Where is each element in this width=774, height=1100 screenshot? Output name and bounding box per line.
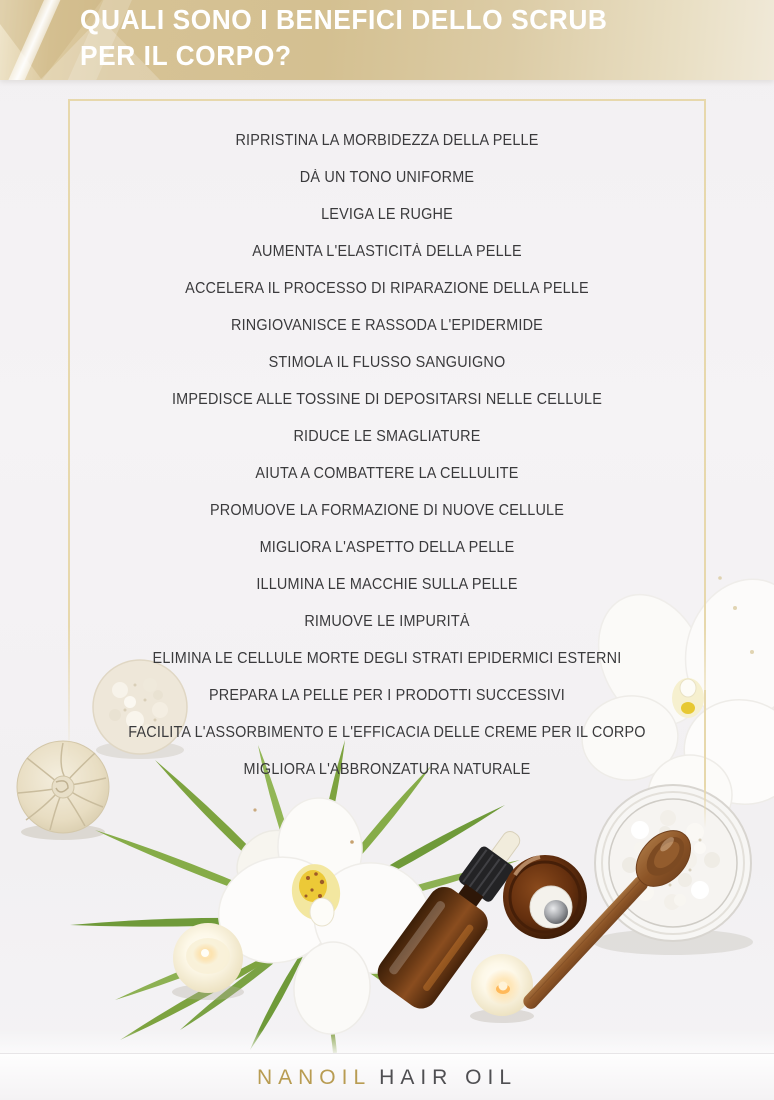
- benefit-item: RIPRISTINA LA MORBIDEZZA DELLA PELLE: [235, 131, 539, 149]
- page-title-line1: QUALI SONO I BENEFICI DELLO SCRUB: [80, 4, 608, 35]
- benefit-item: PREPARA LA PELLE PER I PRODOTTI SUCCESSIVI: [208, 686, 566, 704]
- benefit-item: PROMUOVE LA FORMAZIONE DI NUOVE CELLULE: [209, 501, 565, 519]
- benefit-item: ILLUMINA LE MACCHIE SULLA PELLE: [256, 575, 518, 593]
- brand-logo-hairoil: HAIR OIL: [379, 1065, 518, 1089]
- benefit-item: ELIMINA LE CELLULE MORTE DEGLI STRATI EPIDERMICI ESTERNI: [152, 649, 622, 667]
- benefit-item: RINGIOVANISCE E RASSODA L'EPIDERMIDE: [231, 316, 543, 334]
- benefit-item: RIMUOVE LE IMPURITÀ: [304, 612, 470, 630]
- photo-bottom-fade: [0, 1030, 774, 1053]
- benefit-item: AUMENTA L'ELASTICITÀ DELLA PELLE: [252, 242, 522, 260]
- benefit-item: LEVIGA LE RUGHE: [321, 205, 453, 223]
- brand-logo: [257, 1066, 517, 1090]
- benefit-item: DÀ UN TONO UNIFORME: [299, 168, 475, 186]
- page-title: [80, 2, 607, 74]
- benefit-item: AIUTA A COMBATTERE LA CELLULITE: [255, 464, 519, 482]
- footer-logo-bar: [0, 1053, 774, 1100]
- orchid-flower-left: [205, 795, 440, 1038]
- header-banner: [0, 0, 774, 80]
- benefit-item: RIDUCE LE SMAGLIATURE: [293, 427, 481, 445]
- benefit-item: IMPEDISCE ALLE TOSSINE DI DEPOSITARSI NELLE CELLULE: [171, 390, 603, 408]
- benefit-item: FACILITA L'ASSORBIMENTO E L'EFFICACIA DELLE CREME PER IL CORPO: [128, 723, 646, 741]
- benefit-item: ACCELERA IL PROCESSO DI RIPARAZIONE DELLA PELLE: [185, 279, 589, 297]
- benefit-item: STIMOLA IL FLUSSO SANGUIGNO: [268, 353, 506, 371]
- benefit-item: MIGLIORA L'ASPETTO DELLA PELLE: [259, 538, 515, 556]
- amber-roller-bottle: [503, 855, 587, 939]
- brand-logo-nanoil: NANOIL: [256, 1065, 372, 1089]
- tealight-candle: [172, 923, 244, 1000]
- lit-candle: [470, 954, 534, 1023]
- benefit-item: MIGLIORA L'ABBRONZATURA NATURALE: [243, 760, 531, 778]
- benefits-list: [68, 122, 706, 788]
- page-title-line2: PER IL CORPO?: [80, 40, 292, 71]
